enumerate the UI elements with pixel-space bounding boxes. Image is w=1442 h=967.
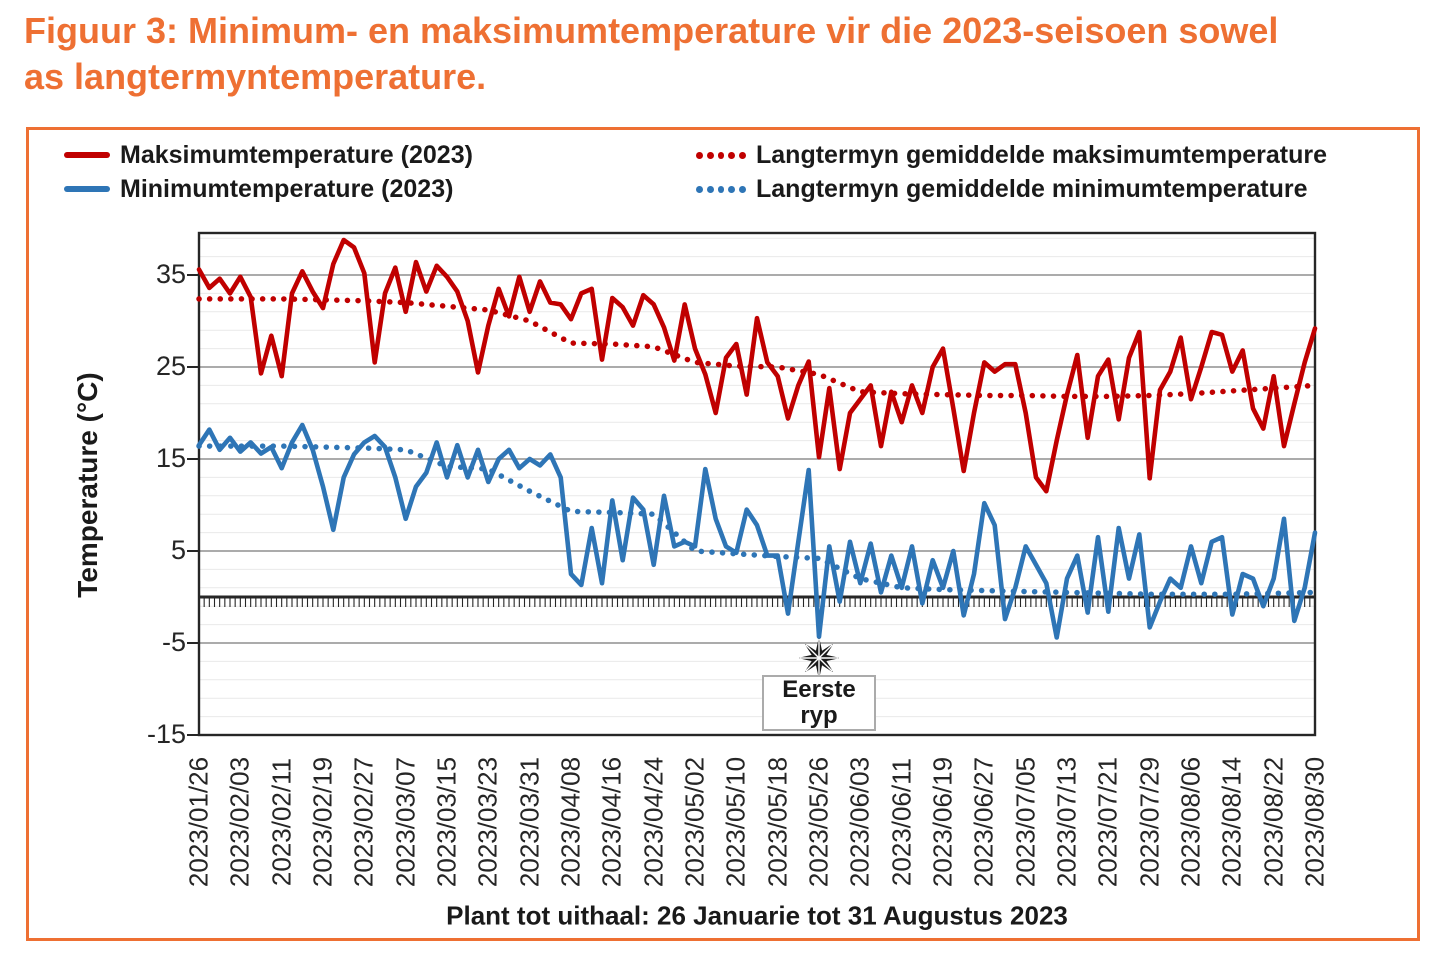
x-tick-label: 2023/06/27 — [968, 756, 999, 888]
x-tick-label: 2023/06/03 — [844, 756, 875, 888]
x-tick-label: 2023/01/26 — [183, 756, 214, 888]
x-axis-title: Plant tot uithaal: 26 Januarie tot 31 Augustus 2023 — [446, 900, 1068, 931]
first-frost-annotation-line-2: ryp — [800, 702, 838, 729]
x-tick-label: 2023/06/11 — [886, 757, 917, 887]
x-tick-label: 2023/03/07 — [390, 756, 421, 888]
legend-dot — [707, 186, 714, 193]
legend-item-min-2023 — [64, 173, 453, 205]
y-tick-label: 35 — [155, 259, 186, 289]
first-frost-star-icon — [800, 639, 838, 677]
legend-label-longterm-min: Langtermyn gemiddelde minimumtemperature — [756, 174, 1308, 203]
legend-dot — [739, 186, 746, 193]
x-tick-label: 2023/08/06 — [1175, 756, 1206, 888]
y-tick-label: 25 — [155, 351, 186, 381]
legend-dot — [728, 152, 735, 159]
figure-title-line-2: as langtermyntemperature. — [24, 56, 487, 98]
legend-dot — [739, 152, 746, 159]
legend-dot — [728, 186, 735, 193]
legend-dot — [718, 186, 725, 193]
x-tick-label: 2023/03/23 — [472, 756, 503, 888]
x-tick-label: 2023/05/02 — [679, 756, 710, 888]
x-tick-label: 2023/07/13 — [1051, 756, 1082, 888]
x-tick-label: 2023/05/18 — [762, 756, 793, 888]
x-tick-label: 2023/05/26 — [803, 756, 834, 888]
y-tick-label: -15 — [146, 719, 186, 749]
x-tick-label: 2023/03/15 — [431, 756, 462, 888]
first-frost-annotation-line-1: Eerste — [782, 675, 856, 703]
x-tick-label: 2023/07/05 — [1010, 756, 1041, 888]
legend-dot — [707, 152, 714, 159]
y-axis-title: Temperature (°C) — [72, 372, 103, 598]
x-tick-label: 2023/02/03 — [224, 756, 255, 888]
longterm-min-dotted-swatch-icon — [696, 186, 746, 193]
y-tick-label: -5 — [161, 627, 186, 657]
x-tick-label: 2023/06/19 — [927, 756, 958, 888]
x-tick-label: 2023/02/19 — [307, 756, 338, 888]
legend-item-longterm-min — [696, 173, 1308, 205]
legend-item-max-2023 — [64, 139, 473, 171]
legend-item-longterm-max — [696, 139, 1327, 171]
min-2023-line-swatch-icon — [64, 186, 110, 192]
temperature-series-line — [199, 240, 1315, 491]
x-tick-label: 2023/08/22 — [1258, 756, 1289, 888]
longterm-temperature-series-line — [199, 299, 1315, 397]
x-tick-label: 2023/08/14 — [1216, 756, 1247, 888]
legend-label-longterm-max: Langtermyn gemiddelde maksimumtemperature — [756, 140, 1327, 169]
first-frost-annotation — [762, 675, 876, 731]
x-tick-label: 2023/02/27 — [348, 756, 379, 888]
y-tick-label: 5 — [170, 535, 186, 565]
x-tick-label: 2023/07/21 — [1092, 756, 1123, 888]
x-tick-label: 2023/08/30 — [1299, 756, 1330, 888]
legend-label-min-2023: Minimumtemperature (2023) — [120, 174, 454, 203]
max-2023-line-swatch-icon — [64, 152, 110, 158]
x-tick-label: 2023/04/08 — [555, 756, 586, 888]
x-tick-label: 2023/02/11 — [266, 757, 297, 887]
y-tick-label: 15 — [155, 443, 186, 473]
longterm-max-dotted-swatch-icon — [696, 152, 746, 159]
legend-dot — [696, 152, 703, 159]
figure-title-line-1: Figuur 3: Minimum- en maksimumtemperature vir die 2023-seisoen sowel — [24, 10, 1279, 51]
x-tick-label: 2023/07/29 — [1134, 756, 1165, 888]
legend-dot — [718, 152, 725, 159]
x-tick-label: 2023/03/31 — [514, 756, 545, 888]
legend-label-max-2023: Maksimumtemperature (2023) — [120, 140, 473, 169]
legend-dot — [696, 186, 703, 193]
x-tick-label: 2023/04/16 — [596, 756, 627, 888]
x-tick-label: 2023/04/24 — [638, 756, 669, 888]
x-tick-label: 2023/05/10 — [720, 756, 751, 888]
